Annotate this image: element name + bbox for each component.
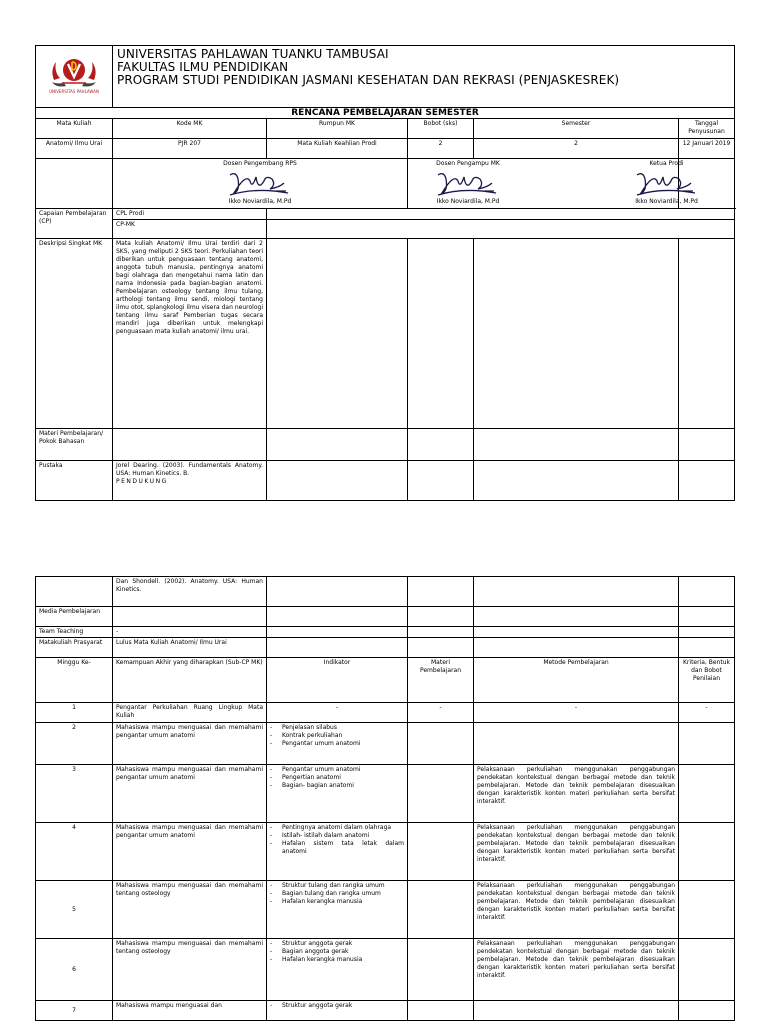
rps-body-table xyxy=(35,208,735,501)
handwritten-signature xyxy=(226,169,294,199)
schedule-indikator xyxy=(267,939,408,1001)
capaian-label: Capaian Pembelajaran (CP) xyxy=(36,209,113,239)
indikator-item: - Istilah- istilah dalam anatomi xyxy=(282,832,404,840)
team-teaching-value: - xyxy=(113,627,267,638)
schedule-kriteria xyxy=(679,823,735,881)
schedule-indikator xyxy=(267,823,408,881)
schedule-row xyxy=(36,823,735,881)
pustaka-text: Jorel Dearing. (2003). Fundamentals Anatomy. USA: Human Kinetics. B. PENDUKUNG xyxy=(113,461,267,501)
indikator-item: - Struktur tulang dan rangka umum xyxy=(282,882,404,890)
schedule-sub-cp: Mahasiswa mampu menguasai dan memahami tentang osteology xyxy=(113,881,267,939)
schedule-week: 6 xyxy=(36,939,113,1001)
document-title: RENCANA PEMBELAJARAN SEMESTER xyxy=(36,108,735,119)
indikator-item: - Pengantar umum anatomi xyxy=(282,766,404,774)
schedule-week: 5 xyxy=(36,881,113,939)
schedule-row xyxy=(36,765,735,823)
schedule-materi xyxy=(408,823,474,881)
schedule-metode: Pelaksanaan perkuliahan menggunakan penggabungan pendekatan kontekstual dengan berbagai metode dan teknik pembelajaran. Metode dan teknik pembelajaran disesuaikan dengan karakteristik konten materi perkuliahan serta bersifat interaktif. xyxy=(474,881,679,939)
schedule-indikator: - xyxy=(267,703,408,723)
university-logo xyxy=(36,46,113,108)
pustaka-continuation: Dan Shondell. (2002). Anatomy. USA: Human Kinetics. xyxy=(113,577,267,607)
schedule-materi xyxy=(408,939,474,1001)
schedule-week: 2 xyxy=(36,723,113,765)
indikator-item: - Bagian- bagian anatomi xyxy=(282,782,404,790)
indikator-item: - Struktur anggota gerak xyxy=(282,1002,404,1010)
schedule-kriteria xyxy=(679,765,735,823)
pendukung-label: PENDUKUNG xyxy=(116,478,168,485)
signature-dosen-pengembang: Dosen Pengembang RPS Ikko Noviardila, M.Pd xyxy=(113,159,408,209)
deskripsi-label: Deskripsi Singkat MK xyxy=(36,239,113,429)
schedule-sub-cp: Mahasiswa mampu menguasai dan memahami pengantar umum anatomi xyxy=(113,723,267,765)
schedule-row xyxy=(36,1001,735,1021)
indikator-item: - Hafalan kerangka manusia xyxy=(282,898,404,906)
schedule-sub-cp: Pengantar Perkuliahan Ruang Lingkup Mata Kuliah xyxy=(113,703,267,723)
info-value-mata-kuliah: Anatomi/ Ilmu Urai xyxy=(36,139,113,159)
info-header-rumpun-mk: Rumpun MK xyxy=(267,119,408,139)
signature-ketua-prodi: Ketua Prodi Ikko Noviardila, M.Pd xyxy=(679,159,735,209)
university-name: UNIVERSITAS PAHLAWAN TUANKU TAMBUSAI xyxy=(117,47,389,61)
schedule-metode: Pelaksanaan perkuliahan menggunakan penggabungan pendekatan kontekstual dengan berbagai metode dan teknik pembelajaran. Metode dan teknik pembelajaran disesuaikan dengan karakteristik konten materi perkuliahan serta bersifat interaktif. xyxy=(474,765,679,823)
schedule-week: 4 xyxy=(36,823,113,881)
prasyarat-label: Matakuliah Prasyarat xyxy=(36,638,113,658)
schedule-header-minggu: Minggu Ke- xyxy=(36,658,113,703)
schedule-row xyxy=(36,881,735,939)
schedule-kriteria xyxy=(679,939,735,1001)
indikator-item: - Kontrak perkuliahan xyxy=(282,732,404,740)
indikator-item: - Bagian anggota gerak xyxy=(282,948,404,956)
schedule-row xyxy=(36,703,735,723)
schedule-indikator xyxy=(267,1001,408,1021)
rps-page-1 xyxy=(35,45,734,501)
schedule-metode: Pelaksanaan perkuliahan menggunakan penggabungan pendekatan kontekstual dengan berbagai metode dan teknik pembelajaran. Metode dan teknik pembelajaran disesuaikan dengan karakteristik konten materi perkuliahan serta bersifat interaktif. xyxy=(474,939,679,1001)
cp-mk-label: CP-MK xyxy=(113,220,267,239)
info-header-tanggal: Tanggal Penyusunan xyxy=(679,119,735,139)
info-header-mata-kuliah: Mata Kuliah xyxy=(36,119,113,139)
schedule-week: 1 xyxy=(36,703,113,723)
schedule-week: 7 xyxy=(36,1001,113,1021)
schedule-kriteria xyxy=(679,723,735,765)
schedule-sub-cp: Mahasiswa mampu menguasai dan xyxy=(113,1001,267,1021)
schedule-indikator xyxy=(267,723,408,765)
schedule-row xyxy=(36,939,735,1001)
schedule-kriteria: - xyxy=(679,703,735,723)
info-value-kode-mk: PJR 207 xyxy=(113,139,267,159)
schedule-metode xyxy=(474,723,679,765)
schedule-table xyxy=(35,702,735,1021)
indikator-item: - Hafalan sistem tata letak dalam anatomi xyxy=(282,840,404,856)
signature-dosen-pengampu: Dosen Pengampu MK Ikko Noviardila, M.Pd xyxy=(408,159,679,209)
prasyarat-value: Lulus Mata Kuliah Anatomi/ Ilmu Urai xyxy=(113,638,267,658)
schedule-materi xyxy=(408,1001,474,1021)
info-value-semester: 2 xyxy=(474,139,679,159)
schedule-header-kriteria: Kriteria, Bentuk dan Bobot Penilaian xyxy=(679,658,735,703)
indikator-item: - Hafalan kerangka manusia xyxy=(282,956,404,964)
schedule-sub-cp: Mahasiswa mampu menguasai dan memahami tentang osteology xyxy=(113,939,267,1001)
schedule-materi xyxy=(408,881,474,939)
info-header-kode-mk: Kode MK xyxy=(113,119,267,139)
pustaka-label: Pustaka xyxy=(36,461,113,501)
indikator-item: - Bagian tulang dan rangka umum xyxy=(282,890,404,898)
faculty-name: FAKULTAS ILMU PENDIDIKAN xyxy=(117,60,289,74)
schedule-header-kemampuan: Kemampuan Akhir yang diharapkan (Sub-CP MK) xyxy=(113,658,267,703)
indikator-item: - Pentingnya anatomi dalam olahraga xyxy=(282,824,404,832)
rps-continuation-table xyxy=(35,576,735,703)
team-teaching-label: Team Teaching xyxy=(36,627,113,638)
schedule-sub-cp: Mahasiswa mampu menguasai dan memahami pengantar umum anatomi xyxy=(113,765,267,823)
schedule-indikator xyxy=(267,765,408,823)
cpl-prodi-label: CPL Prodi xyxy=(113,209,267,220)
university-logo-icon xyxy=(46,50,102,100)
schedule-header-materi: Materi Pembelajaran xyxy=(408,658,474,703)
schedule-metode: - xyxy=(474,703,679,723)
info-value-bobot: 2 xyxy=(408,139,474,159)
info-header-semester: Semester xyxy=(474,119,679,139)
schedule-indikator xyxy=(267,881,408,939)
schedule-materi xyxy=(408,765,474,823)
schedule-metode xyxy=(474,1001,679,1021)
indikator-item: - Pengantar umum anatomi xyxy=(282,740,404,748)
indikator-item: - Penjelasan silabus xyxy=(282,724,404,732)
schedule-materi: - xyxy=(408,703,474,723)
schedule-week: 3 xyxy=(36,765,113,823)
schedule-sub-cp: Mahasiswa mampu menguasai dan memahami pengantar umum anatomi xyxy=(113,823,267,881)
indikator-item: - Pengertian anatomi xyxy=(282,774,404,782)
schedule-kriteria xyxy=(679,1001,735,1021)
schedule-kriteria xyxy=(679,881,735,939)
handwritten-signature xyxy=(434,169,502,199)
indikator-item: - Struktur anggota gerak xyxy=(282,940,404,948)
program-name: PROGRAM STUDI PENDIDIKAN JASMANI KESEHATAN DAN REKRASI (PENJASKESREK) xyxy=(117,73,620,87)
schedule-materi xyxy=(408,723,474,765)
handwritten-signature xyxy=(633,169,701,199)
info-value-rumpun-mk: Mata Kuliah Keahlian Prodi xyxy=(267,139,408,159)
rps-page-2 xyxy=(35,576,734,1021)
info-header-bobot: Bobot (sks) xyxy=(408,119,474,139)
info-value-tanggal: 12 Januari 2019 xyxy=(679,139,735,159)
schedule-header-metode: Metode Pembelajaran xyxy=(474,658,679,703)
deskripsi-text: Mata kuliah Anatomi/ Ilmu Urai terdiri dari 2 SKS, yang meliputi 2 SKS teori. Perkuliahan teori diberikan untuk penguasaan tentang anatomi, anggota tubuh manusia, pentingnya anatomi bagi olahraga dan mengetahui nama latin dan nama Indonesia pada bagian-bagian anatomi. Pembelajaran osteology tentang ilmu tulang, arthologi tentang ilmu sendi, miologi tentang ilmu otot, splangkologi ilmu visera dan neurologi tentang ilmu saraf Pemberian tugas secara mandiri juga diberikan untuk melengkapi penguasaan mata kuliah anatomi/ ilmu urai. xyxy=(113,239,267,429)
schedule-metode: Pelaksanaan perkuliahan menggunakan penggabungan pendekatan kontekstual dengan berbagai metode dan teknik pembelajaran. Metode dan teknik pembelajaran disesuaikan dengan karakteristik konten materi perkuliahan serta bersifat interaktif. xyxy=(474,823,679,881)
schedule-row xyxy=(36,723,735,765)
institution-header xyxy=(113,46,735,108)
schedule-header-indikator: Indikator xyxy=(267,658,408,703)
media-label: Media Pembelajaran xyxy=(36,607,113,627)
materi-label: Materi Pembelajaran/ Pokok Bahasan xyxy=(36,429,113,461)
svg-text:UNIVERSITAS PAHLAWAN: UNIVERSITAS PAHLAWAN xyxy=(49,89,99,94)
rps-header-table xyxy=(35,45,735,209)
